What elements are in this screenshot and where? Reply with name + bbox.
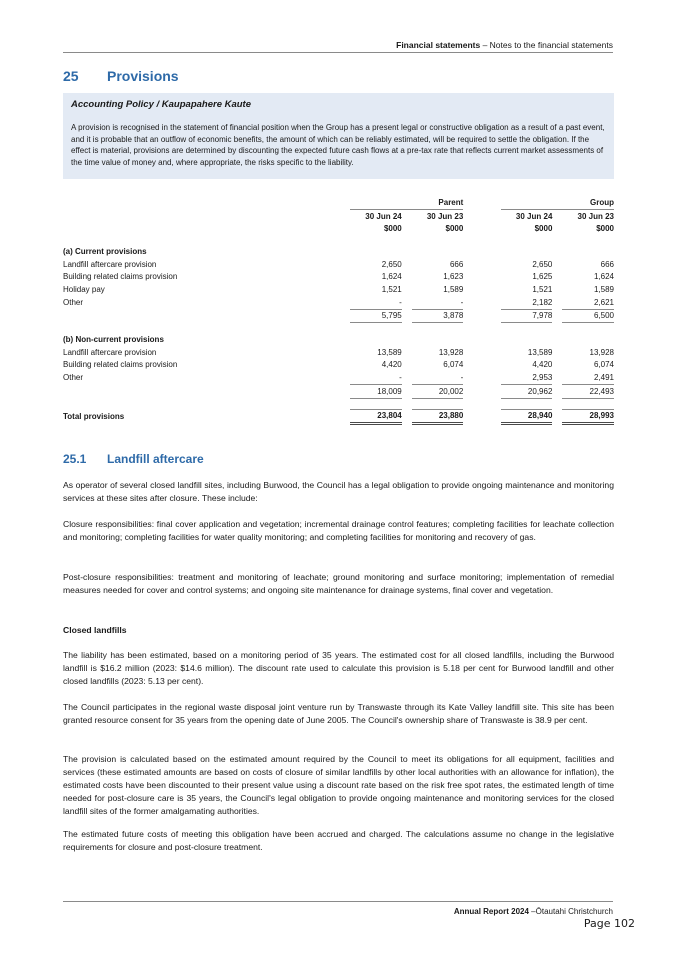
policy-text: A provision is recognised in the statement of financial position when the Group has a present legal or constructive obligation as a result of a past event, and it is probable that an outflow of economic benefits, the amount of which can be reliably estimated, will be required to settle the obligation. If the effect is material, provisions are determined by discounting the expected future cash flows at a pre-tax rate that reflects current market assessments of the time value of money and, where appropriate, the risks specific to the liability. [71, 123, 605, 167]
total-row: Total provisions 23,804 23,880 28,940 28,993 [63, 409, 614, 424]
group-header: Group [562, 196, 614, 209]
policy-title: Accounting Policy / Kaupapahere Kaute [71, 99, 252, 110]
table-row: Landfill aftercare provision 2,650 666 2,650 666 [63, 259, 614, 269]
footer-rule [63, 901, 613, 902]
paragraph: The provision is calculated based on the estimated amount required by the Council to meet its obligations for all equipment, facilities and services (these estimated amounts are based on costs of closure of similar landfills by other local authorities with an allowance for inflation), the estimated costs have been discounted to their present value using a discount rate based on the risk free spot rates, the estimated length of time needed for post-closure care is 35 years, the Council's legal obligation to provide ongoing maintenance and monitoring services for the closed landfill sites of the former amalgamating authorities. [63, 754, 614, 816]
table-row: Landfill aftercare provision 13,589 13,928 13,589 13,928 [63, 347, 614, 357]
table-row: Holiday pay 1,521 1,589 1,521 1,589 [63, 284, 614, 294]
current-subtotal-row: 5,795 3,878 7,978 6,500 [63, 309, 614, 323]
page-number: Page 102 [583, 917, 635, 930]
table-row: Other - - 2,182 2,621 [63, 297, 614, 307]
accounting-policy-box [63, 93, 614, 179]
paragraph: As operator of several closed landfill sites, including Burwood, the Council has a legal obligation to provide ongoing maintenance and monitoring services at these sites after closure. These include: [63, 480, 614, 503]
noncurrent-heading-row: (b) Non-current provisions [63, 335, 164, 345]
current-heading-row: (a) Current provisions [63, 246, 147, 256]
date-header-row: 30 Jun 24 30 Jun 23 30 Jun 24 30 Jun 23 [365, 211, 614, 221]
paragraph: Post-closure responsibilities: treatment and monitoring of leachate; ground monitoring and surface monitoring; implementation of remedial measures needed for cover and control systems; and ongoing site maintenance for drainage systems, final cover and vegetation. [63, 572, 614, 595]
provisions-table [63, 196, 614, 425]
subsection-title: 25.1 Landfill aftercare [63, 452, 204, 466]
table-row: Building related claims provision 4,420 6,074 4,420 6,074 [63, 360, 614, 370]
paragraph: Closure responsibilities: final cover application and vegetation; incremental drainage control features; completing facilities for leachate collection and monitoring; completing facilities for water quality monitoring; and completing facilities for monitoring and recovery of gas. [63, 519, 614, 542]
closed-landfills-heading: Closed landfills [63, 625, 127, 635]
unit-header-row: $000 $000 $000 $000 [383, 224, 614, 234]
table-row: Other - - 2,953 2,491 [63, 373, 614, 383]
running-header: Financial statements – Notes to the financial statements [396, 40, 613, 50]
table-row: Building related claims provision 1,624 1,623 1,625 1,624 [63, 272, 614, 282]
header-rule [63, 52, 613, 53]
section-title: 25 Provisions [63, 68, 179, 84]
paragraph: The estimated future costs of meeting this obligation have been accrued and charged. The calculations assume no change in the legislative requirements for closure and post-closure treatment. [63, 829, 614, 852]
table-group-header [63, 196, 614, 209]
paragraph: The Council participates in the regional waste disposal joint venture run by Transwaste through its Kate Valley landfill site. This site has been granted resource consent for 35 years from the opening date of June 2005. The Council's ownership share of Transwaste is 38.9 per cent. [63, 702, 614, 725]
paragraph: The liability has been estimated, based on a monitoring period of 35 years. The estimated cost for all closed landfills, including the Burwood landfill is $16.2 million (2023: $14.6 million). The discount rate used to calculate this provision is 5.18 per cent for Burwood landfill and other closed landfills (2023: 5.13 per cent). [63, 650, 614, 686]
parent-header: Parent [412, 196, 464, 209]
noncurrent-subtotal-row: 18,009 20,002 20,962 22,493 [63, 384, 614, 398]
running-footer: Annual Report 2024 –Ōtautahi Christchurch [453, 907, 613, 916]
